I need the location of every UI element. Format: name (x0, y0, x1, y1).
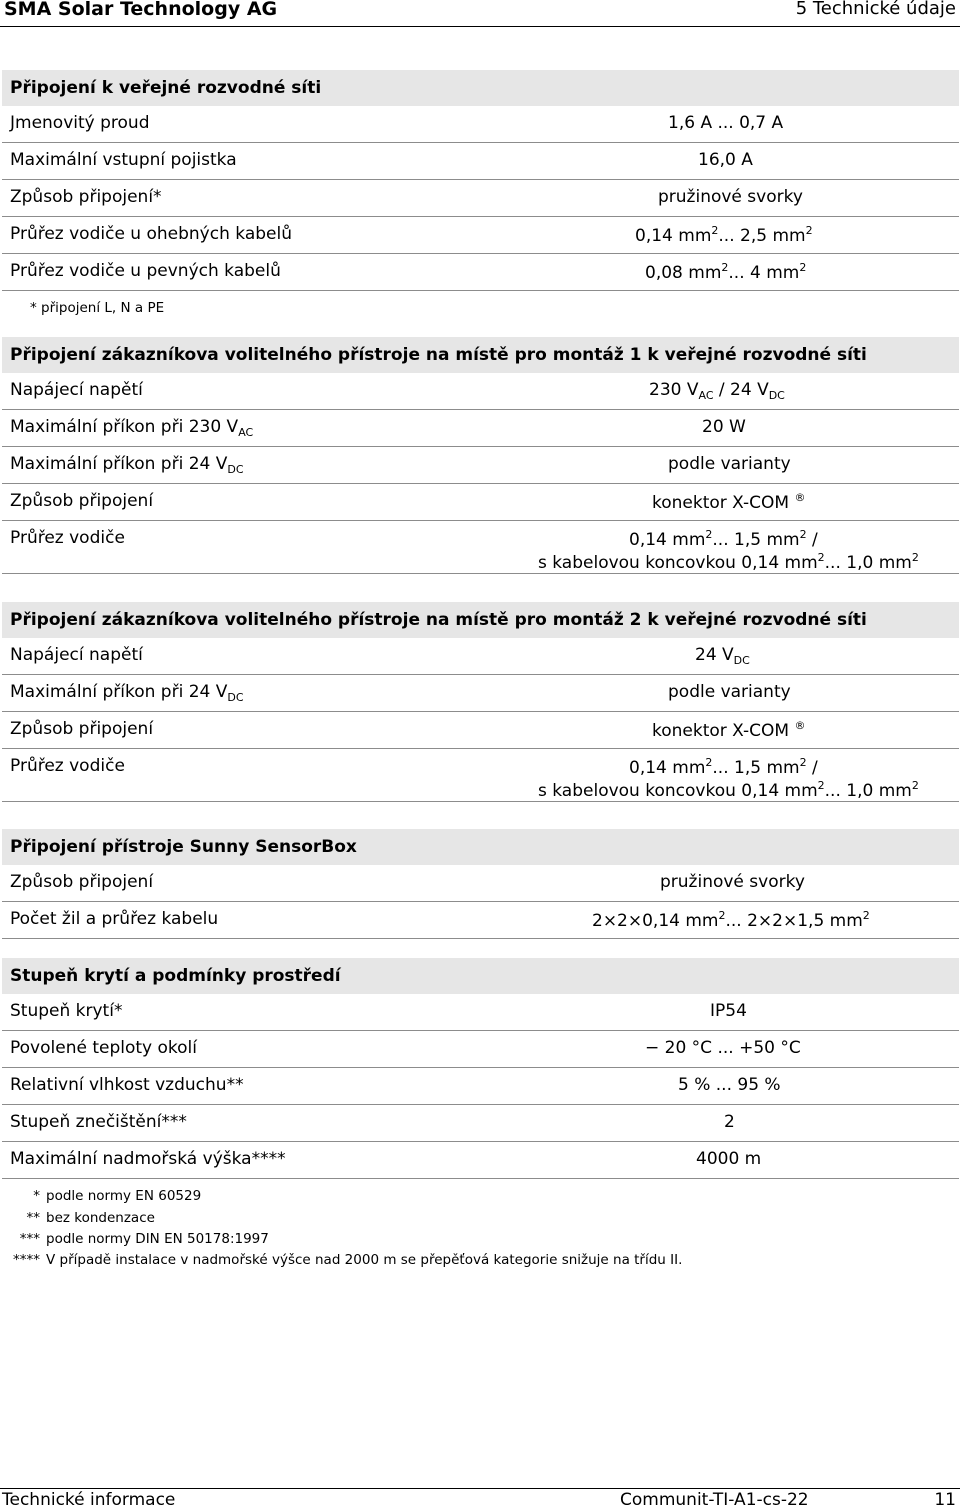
section-title: Připojení přístroje Sunny SensorBox (2, 829, 959, 865)
row-label: Počet žil a průřez kabelu (10, 909, 219, 929)
section-title: Stupeň krytí a podmínky prostředí (2, 958, 959, 994)
row-value: 4000 m (696, 1149, 762, 1169)
row-value: 1,6 A ... 0,7 A (668, 113, 784, 133)
row-label: Průřez vodiče (10, 528, 125, 548)
row-value: 24 $V_{DC}$ (695, 645, 750, 667)
footer-rule (0, 1488, 960, 1489)
table-row (2, 143, 959, 180)
row-value: pružinové svorky (660, 872, 805, 892)
table-row (2, 1068, 959, 1105)
page-number: 11 (934, 1490, 956, 1510)
row-label: Maximální příkon při 230 $V_{AC}$ (10, 417, 254, 439)
table-row (2, 865, 959, 902)
row-label: Maximální nadmořská výška**** (10, 1149, 286, 1169)
section-grid-connection (2, 70, 959, 316)
row-value: konektor X-COM ® (652, 719, 806, 741)
row-value: podle varianty (668, 454, 791, 474)
section-protection-environment (2, 958, 959, 1179)
table-row (2, 712, 959, 749)
table-row (2, 1105, 959, 1142)
footnote: podle normy DIN EN 50178:1997 (46, 1231, 269, 1247)
header-rule (0, 26, 960, 27)
section-title: Připojení zákazníkova volitelného přístroje na místě pro montáž 1 k veřejné rozvodné síti (2, 337, 959, 373)
row-label: Maximální příkon při 24 $V_{DC}$ (10, 682, 244, 704)
row-label: Relativní vlhkost vzduchu** (10, 1075, 244, 1095)
row-value: 16,0 A (698, 150, 753, 170)
row-value: 2 (724, 1112, 735, 1132)
table-row (2, 180, 959, 217)
table-row (2, 410, 959, 447)
table-row (2, 217, 959, 254)
row-label: Průřez vodiče u ohebných kabelů (10, 224, 292, 244)
row-value: 2×2×0,14 $mm^2$... 2×2×1,5 $mm^2$ (592, 909, 870, 931)
row-value: 0,14 $mm^2$... 2,5 $mm^2$ (635, 224, 813, 246)
row-label: Napájecí napětí (10, 380, 143, 400)
row-label: Způsob připojení (10, 491, 154, 511)
row-value: podle varianty (668, 682, 791, 702)
footnote-mark: ** (26, 1210, 40, 1226)
footer-doc-type: Technické informace (2, 1490, 176, 1510)
row-label: Průřez vodiče u pevných kabelů (10, 261, 281, 281)
row-value-line-2: s kabelovou koncovkou 0,14 $mm^2$... 1,0 $mm^2$ (538, 551, 919, 573)
table-row (2, 1031, 959, 1068)
table-row (2, 638, 959, 675)
row-value: 230 $V_{AC} / 24$ $V_{DC}$ (649, 380, 785, 402)
header-company: SMA Solar Technology AG (4, 0, 278, 20)
footnote-mark: *** (19, 1231, 40, 1247)
footer-doc-id: Communit-TI-A1-cs-22 (620, 1490, 809, 1510)
section-sensorbox (2, 829, 959, 939)
row-label: Stupeň krytí* (10, 1001, 123, 1021)
row-label: Způsob připojení (10, 872, 154, 892)
row-value: 0,14 $mm^2$... 1,5 $mm^2$ / (629, 528, 818, 550)
footnote-mark: **** (13, 1252, 40, 1268)
row-value: konektor X-COM ® (652, 491, 806, 513)
row-value: 20 W (702, 417, 746, 437)
table-row (2, 675, 959, 712)
row-label: Stupeň znečištění*** (10, 1112, 187, 1132)
row-value: 0,08 $mm^2$... 4 $mm^2$ (645, 261, 807, 283)
section-optional-device-1 (2, 337, 959, 574)
table-row (2, 484, 959, 521)
section-title: Připojení k veřejné rozvodné síti (2, 70, 959, 106)
row-label: Maximální vstupní pojistka (10, 150, 237, 170)
footnote: podle normy EN 60529 (46, 1188, 202, 1204)
section-title: Připojení zákazníkova volitelného přístroje na místě pro montáž 2 k veřejné rozvodné síti (2, 602, 959, 638)
row-label: Průřez vodiče (10, 756, 125, 776)
row-value: IP54 (710, 1001, 747, 1021)
row-label: Způsob připojení (10, 719, 154, 739)
table-row (2, 749, 959, 802)
table-row (2, 373, 959, 410)
footnote-mark: * (33, 1188, 40, 1204)
table-row (2, 902, 959, 939)
row-label: Jmenovitý proud (10, 113, 150, 133)
table-row (2, 254, 959, 291)
row-label: Napájecí napětí (10, 645, 143, 665)
row-value-line-2: s kabelovou koncovkou 0,14 $mm^2$... 1,0 $mm^2$ (538, 779, 919, 801)
footnote: V případě instalace v nadmořské výšce nad 2000 m se přepěťová kategorie snižuje na třídu II. (46, 1252, 683, 1268)
row-label: Způsob připojení* (10, 187, 162, 207)
table-row (2, 521, 959, 574)
row-value: 5 % ... 95 % (678, 1075, 781, 1095)
table-row (2, 106, 959, 143)
section-optional-device-2 (2, 602, 959, 802)
table-row (2, 447, 959, 484)
row-value: − 20 °C ... +50 °C (645, 1038, 801, 1058)
header-chapter: 5 Technické údaje (795, 0, 956, 19)
footnote: bez kondenzace (46, 1210, 155, 1226)
table-row (2, 1142, 959, 1179)
row-label: Maximální příkon při 24 $V_{DC}$ (10, 454, 244, 476)
row-label: Povolené teploty okolí (10, 1038, 197, 1058)
table-row (2, 994, 959, 1031)
row-value: pružinové svorky (658, 187, 803, 207)
footnote: * připojení L, N a PE (30, 300, 165, 316)
row-value: 0,14 $mm^2$... 1,5 $mm^2$ / (629, 756, 818, 778)
